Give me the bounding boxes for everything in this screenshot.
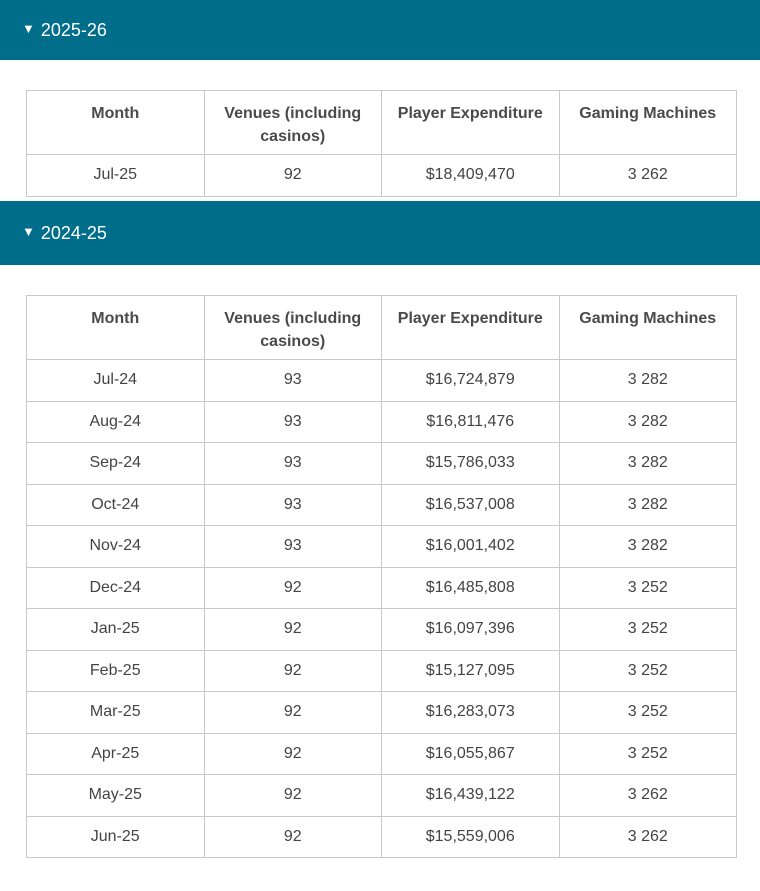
cell-gaming-machines: 3 262 <box>559 155 737 197</box>
table-row <box>27 650 737 692</box>
cell-month: Nov-24 <box>27 526 205 568</box>
table-row <box>27 360 737 402</box>
cell-gaming-machines: 3 252 <box>559 567 737 609</box>
cell-gaming-machines: 3 252 <box>559 733 737 775</box>
cell-player-expenditure: $18,409,470 <box>382 155 560 197</box>
column-header-month: Month <box>27 91 205 155</box>
cell-month: Oct-24 <box>27 484 205 526</box>
table-row <box>27 484 737 526</box>
section-panel-2024-25 <box>0 265 760 858</box>
section-panel-2025-26 <box>0 60 760 201</box>
cell-player-expenditure: $16,055,867 <box>382 733 560 775</box>
cell-venues: 92 <box>204 692 382 734</box>
column-header-gaming-machines: Gaming Machines <box>559 91 737 155</box>
cell-player-expenditure: $16,724,879 <box>382 360 560 402</box>
column-header-venues: Venues (including casinos) <box>204 91 382 155</box>
scroll-region[interactable] <box>26 90 738 201</box>
cell-player-expenditure: $16,485,808 <box>382 567 560 609</box>
cell-month: Sep-24 <box>27 443 205 485</box>
cell-gaming-machines: 3 262 <box>559 775 737 817</box>
table-row <box>27 526 737 568</box>
cell-player-expenditure: $15,786,033 <box>382 443 560 485</box>
cell-gaming-machines: 3 252 <box>559 609 737 651</box>
cell-venues: 92 <box>204 650 382 692</box>
table-header-row <box>27 91 737 155</box>
cell-player-expenditure: $16,537,008 <box>382 484 560 526</box>
section-title: 2025-26 <box>40 19 107 40</box>
cell-month: Apr-25 <box>27 733 205 775</box>
cell-gaming-machines: 3 282 <box>559 526 737 568</box>
table-row <box>27 155 737 197</box>
cell-player-expenditure: $16,811,476 <box>382 401 560 443</box>
cell-gaming-machines: 3 262 <box>559 816 737 858</box>
section-header-2025-26[interactable] <box>0 0 760 60</box>
cell-player-expenditure: $15,559,006 <box>382 816 560 858</box>
column-header-player-expenditure: Player Expenditure <box>382 91 560 155</box>
cell-venues: 92 <box>204 609 382 651</box>
table-row <box>27 733 737 775</box>
cell-month: Mar-25 <box>27 692 205 734</box>
triangle-down-icon: ▼ <box>22 20 35 36</box>
section-header-2024-25[interactable] <box>0 201 760 265</box>
cell-gaming-machines: 3 252 <box>559 692 737 734</box>
cell-month: Jun-25 <box>27 816 205 858</box>
cell-gaming-machines: 3 252 <box>559 650 737 692</box>
cell-venues: 93 <box>204 360 382 402</box>
section-title: 2024-25 <box>40 222 107 243</box>
triangle-down-icon: ▼ <box>22 223 35 239</box>
cell-month: May-25 <box>27 775 205 817</box>
cell-venues: 92 <box>204 775 382 817</box>
cell-player-expenditure: $16,283,073 <box>382 692 560 734</box>
table-row <box>27 443 737 485</box>
table-header-row <box>27 296 737 360</box>
column-header-venues: Venues (including casinos) <box>204 296 382 360</box>
table-row <box>27 609 737 651</box>
cell-month: Jul-24 <box>27 360 205 402</box>
table-row <box>27 401 737 443</box>
cell-gaming-machines: 3 282 <box>559 484 737 526</box>
cell-venues: 93 <box>204 443 382 485</box>
cell-month: Aug-24 <box>27 401 205 443</box>
cell-player-expenditure: $16,097,396 <box>382 609 560 651</box>
table-row <box>27 567 737 609</box>
cell-venues: 92 <box>204 155 382 197</box>
cell-player-expenditure: $16,439,122 <box>382 775 560 817</box>
cell-venues: 93 <box>204 401 382 443</box>
cell-gaming-machines: 3 282 <box>559 443 737 485</box>
cell-venues: 93 <box>204 484 382 526</box>
cell-venues: 92 <box>204 567 382 609</box>
cell-gaming-machines: 3 282 <box>559 401 737 443</box>
table-row <box>27 775 737 817</box>
cell-gaming-machines: 3 282 <box>559 360 737 402</box>
cell-month: Feb-25 <box>27 650 205 692</box>
data-table-2025-26 <box>26 90 737 197</box>
cell-month: Jul-25 <box>27 155 205 197</box>
cell-venues: 92 <box>204 816 382 858</box>
cell-month: Jan-25 <box>27 609 205 651</box>
cell-player-expenditure: $16,001,402 <box>382 526 560 568</box>
data-table-2024-25 <box>26 295 737 858</box>
column-header-gaming-machines: Gaming Machines <box>559 296 737 360</box>
column-header-month: Month <box>27 296 205 360</box>
table-row <box>27 692 737 734</box>
cell-venues: 93 <box>204 526 382 568</box>
cell-venues: 92 <box>204 733 382 775</box>
cell-month: Dec-24 <box>27 567 205 609</box>
cell-player-expenditure: $15,127,095 <box>382 650 560 692</box>
column-header-player-expenditure: Player Expenditure <box>382 296 560 360</box>
table-row <box>27 816 737 858</box>
